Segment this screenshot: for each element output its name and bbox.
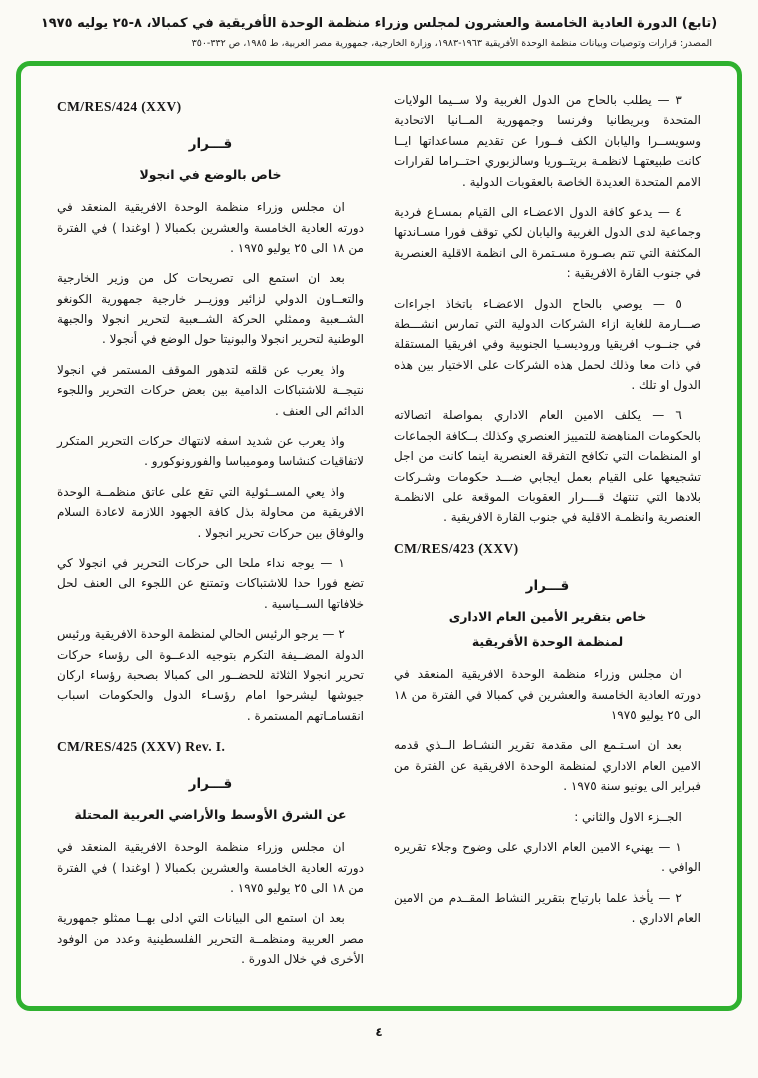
paragraph: ان مجلس وزراء منظمة الوحدة الافريقية المنعقد في دورته العادية الخامسة والعشرين بكمبالا ( اوغندا ) في الفترة من ١٨ الى ٢٥ يوليو ١٩٧٥ . — [57, 840, 364, 896]
resolution-code: CM/RES/424 (XXV) — [57, 99, 182, 114]
resolution-code: CM/RES/425 (XXV) Rev. I. — [57, 739, 226, 755]
paragraph: ان مجلس وزراء منظمة الوحدة الافريقية المنعقد في دورته العادية الخامسة والعشرين في كمبالا في الفترة من ١٨ الى ٢٥ يوليو ١٩٧٥ — [394, 667, 701, 722]
source-citation: المصدر: قرارات وتوصيات وبيانات منظمة الوحدة الأفريقية ١٩٦٣-١٩٨٣، وزارة الخارجية، جمهورية مصر العربية، ط ١٩٨٥، ص ٣٣٢-٣٥٠ — [191, 38, 712, 49]
paragraph: بعد ان اسـتـمع الى مقدمة تقرير النشـاط الــذي قدمه الامين العام الاداري لمنظمة الوحدة الافريقية عن الفترة من فبراير الى يونيو سنة ١٩٧٥ . — [394, 738, 701, 794]
paragraph: ٥ — يوصي بالحاح الدول الاعضـاء باتخاذ اجراءات صـــارمة للغاية ازاء الشركات الدولية التي تمارس انشـــطة في جنــوب افريقيا وروديسـيا الجنوبية وفي افريقيا المستقلة في ذات معا وذلك لحمل هذه الشركات على الاختيار بين هذه الدول او تلك . — [394, 296, 701, 393]
content-frame — [16, 61, 742, 1011]
paragraph: بعد ان استمع الى تصريحات كل من وزير الخارجية والتعــاون الدولي لزائير ووزيــر خارجية جمهورية الكونغو الشــعبية وممثلي الحركة الشــعبية لتحرير انجولا والجبهة الوطنية لتحرير انجولا والبونيتا حول الوضع في أنجولا . — [57, 271, 364, 347]
resolution-subtitle: خاص بتقرير الأمين العام الادارى — [448, 608, 647, 624]
paragraph: واذ يعرب عن قلقه لتدهور الموقف المستمر في انجولا نتيجــة للاشتباكات الدامية بين بعض حركات التحرير واللجوء الدائم الى العنف . — [57, 362, 364, 418]
paragraph: ١ — يوجه نداء ملحا الى حركات التحرير في انجولا كي تضع فورا حدا للاشتباكات وتمتنع عن اللجوء الى العنف لحل خلافاتها الســياسية . — [57, 555, 364, 611]
page-number: ٤ — [375, 1025, 383, 1039]
paragraph: ١ — يهنيء الامين العام الاداري على وضوح وجلاء تقريره الوافي . — [394, 839, 701, 875]
resolution-subtitle: عن الشرق الأوسط والأراضي العربية المحتلة — [74, 806, 347, 822]
paragraph: ٦ — يكلف الامين العام الاداري بمواصلة اتصالاته بالحكومات المناهضة للتمييز العنصري وكذلك بــكافة الجماعات او المنظمات التي تكافح التفرقة العنصرية اينما كانت من اجل تشجيعها على القيام بعمل ايجابي ضـــد حكومات وشـركات بلادها التي تنتهك قــــرار العقوبات الموقعة على الانظمـة العنصرية وانظمـة الاقلية في جنوب القارة الافريقية . — [394, 408, 701, 525]
session-title: (تابع) الدورة العادية الخامسة والعشرون لمجلس وزراء منظمة الوحدة الأفريقية في كمبالا، ٨-٢٥ يوليه ١٩٧٥ — [40, 16, 718, 31]
resolution-title: قـــرار — [188, 776, 233, 793]
resolution-subtitle: لمنظمة الوحدة الأفريقية — [471, 633, 624, 649]
paragraph: ان مجلس وزراء منظمة الوحدة الافريقية المنعقد في دورته العادية الخامسة والعشرين بكمبالا ( اوغندا ) في الفترة من ١٨ الى ٢٥ يوليو ١٩٧٥ . — [57, 200, 364, 255]
paragraph: واذ يعرب عن شديد اسفه لانتهاك حركات التحرير المتكرر لاتفاقيات كنشاسا وموميباسا والفورونوكورو . — [57, 434, 364, 469]
paragraph: الجــزء الاول والثاني : — [574, 809, 682, 824]
paragraph: ٢ — يرجو الرئيس الحالي لمنظمة الوحدة الافريقية ورئيس الدولة المضــيفة التكرم بتوجيه الدعــوة الى رؤساء حركات تحرير انجولا الثلاثة للحضــور الى كمبالا بصحبة رؤساء اركان جيوشها ليشرحوا امام رؤسـاء الدول والحكومات اسباب انقسامـاتهم المستمرة . — [57, 627, 364, 723]
paragraph: واذ يعي المســئولية التي تقع على عاتق منظمــة الوحدة الافريقية من محاولة بذل كافة الجهود اللازمة لاعادة السلام والوفاق بين حركات تحرير انجولا . — [57, 484, 364, 540]
resolution-title: قـــرار — [525, 577, 570, 594]
paragraph: ٤ — يدعو كافة الدول الاعضـاء الى القيام بمسـاع فردية وجماعية لدى الدول الغربية واليابان لكي توقف فورا مسـاندتها المكثفة التي تتم بصـورة مسـتمرة الى انظمة الاقلية العنصرية في جنوب القارة الافريقية : — [394, 204, 701, 281]
text-columns — [57, 90, 701, 986]
resolution-title: قـــرار — [188, 135, 233, 152]
paragraph: ٢ — يأخذ علما بارتياح بتقرير النشاط المقــدم من الامين العام الاداري . — [394, 890, 701, 926]
column-right — [394, 90, 701, 986]
column-left — [57, 90, 364, 986]
page-header — [0, 0, 758, 49]
paragraph: بعد ان استمع الى البيانات التي ادلى بهــا ممثلو جمهورية مصر العربية ومنظمــة التحرير الفلسطينية وعدد من الوفود الأخرى في خلال الدورة . — [57, 911, 364, 967]
paragraph: ٣ — يطلب بالحاح من الدول الغربية ولا ســيما الولايات المتحدة وبريطانيا وفرنسا وجمهورية المــانيا الاتحادية وسويســرا واليابان الكف فــورا عن تقديم مساعداتها ايــا كانت طبيعتهـا لانظمـة بريتــوريا وسالزبوري احتــراما لقرارات الامم المتحدة العديدة الخاصة بالعقوبات الدولية . — [394, 93, 701, 189]
resolution-code: CM/RES/423 (XXV) — [394, 540, 519, 556]
resolution-subtitle: خاص بالوضع في انجولا — [139, 166, 282, 182]
